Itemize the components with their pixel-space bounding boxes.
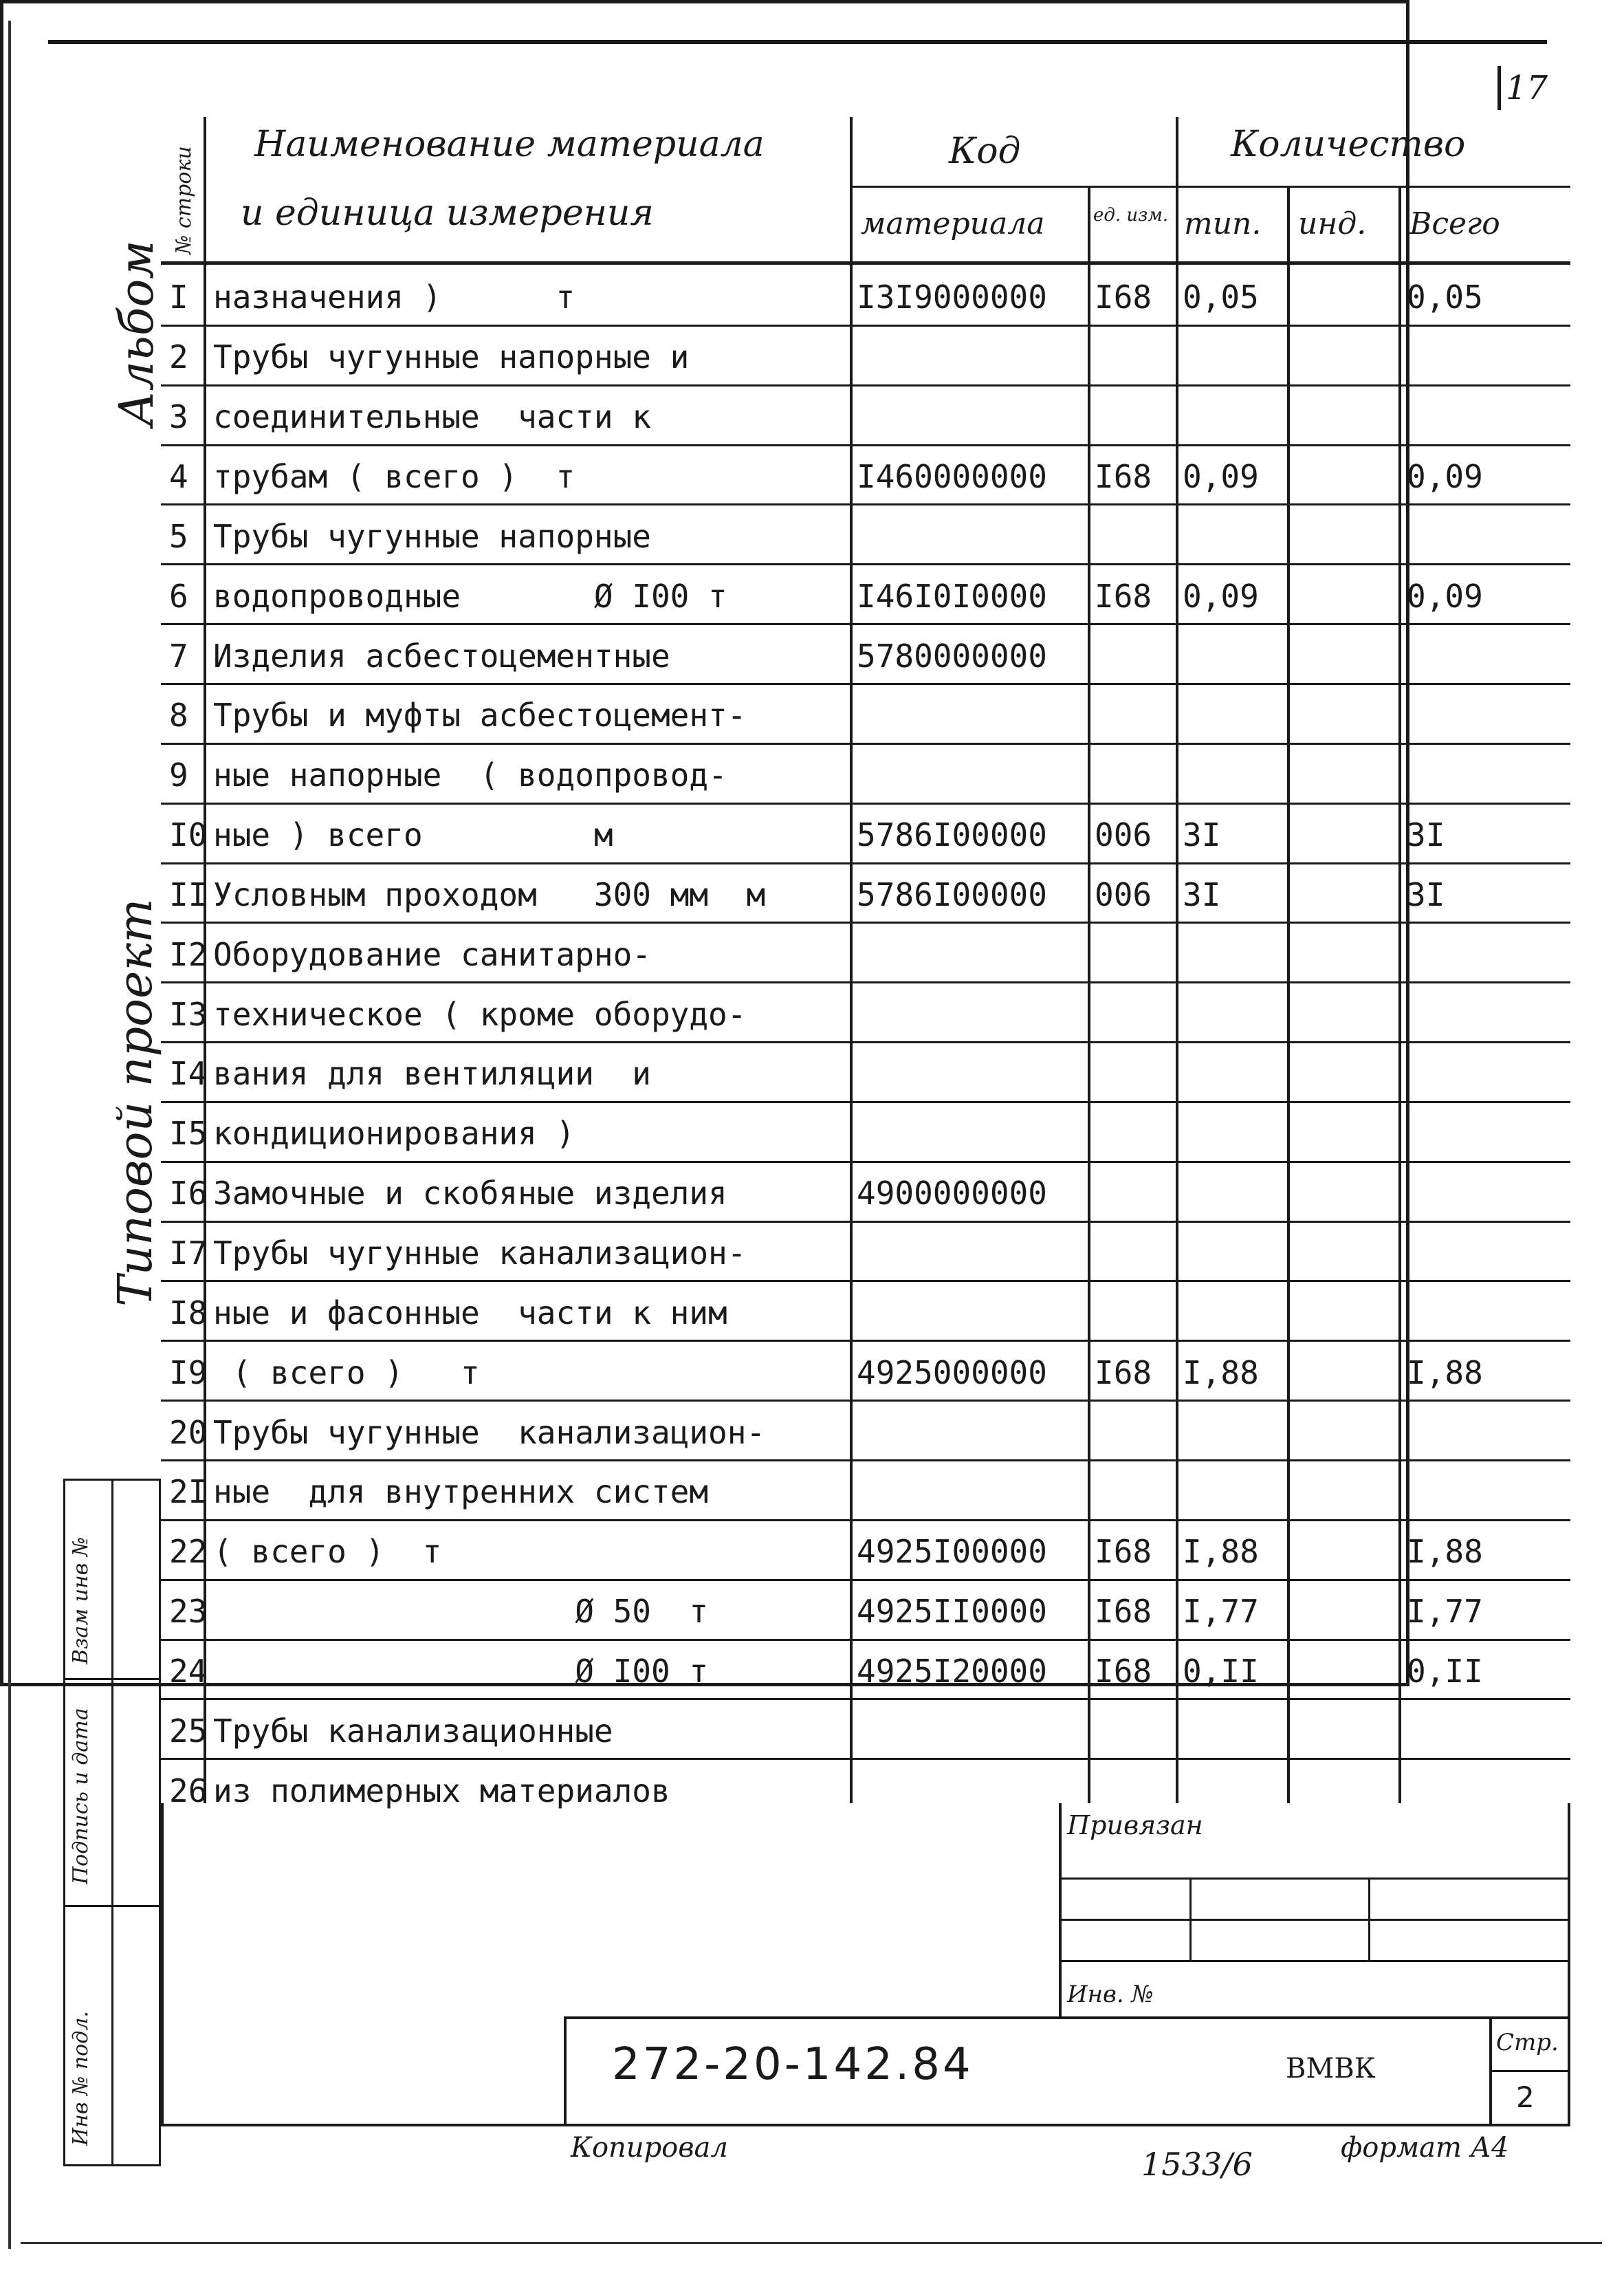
cell-unit: 006 <box>1095 875 1152 913</box>
cell-n: 20 <box>169 1413 208 1451</box>
top-rule <box>48 40 1547 44</box>
doc-code: 272-20-142.84 <box>612 2039 974 2090</box>
side-label-album: Альбом <box>110 240 164 426</box>
header-qty: Количество <box>1231 124 1466 165</box>
cell-code: 4925I20000 <box>857 1652 1047 1690</box>
row-divider <box>161 803 1570 805</box>
cell-name: ные и фасонные части к ним <box>213 1294 727 1331</box>
cell-n: I8 <box>169 1294 208 1331</box>
cell-name: Трубы чугунные канализацион- <box>213 1413 766 1451</box>
side-label-typical-project: Типовой проект <box>109 898 163 1307</box>
cell-total: 0,05 <box>1407 279 1483 316</box>
cell-name: вания для вентиляции и <box>213 1055 651 1093</box>
row-divider <box>161 325 1570 327</box>
row-divider <box>161 384 1570 387</box>
cell-n: 2I <box>169 1473 208 1511</box>
row-divider <box>161 1340 1570 1342</box>
cell-n: I3 <box>169 995 208 1033</box>
stamp-grid-h2 <box>1059 1919 1570 1921</box>
row-divider <box>161 1758 1570 1760</box>
row-divider <box>161 1280 1570 1282</box>
cell-name: Трубы чугунные канализацион- <box>213 1234 747 1272</box>
row-divider <box>161 1101 1570 1103</box>
cell-typ: 3I <box>1183 816 1221 854</box>
cell-unit: I68 <box>1095 1652 1152 1690</box>
row-divider <box>161 1579 1570 1581</box>
cell-n: 22 <box>169 1533 208 1571</box>
cell-code: 4925II0000 <box>857 1593 1047 1631</box>
cell-name: Ø I00 т <box>213 1652 709 1690</box>
cell-n: 7 <box>169 637 188 675</box>
header-qty-typ: тип. <box>1184 206 1262 241</box>
stamp-grid-v3 <box>1368 1877 1370 1960</box>
cell-name: ные для внутренних систем <box>213 1473 709 1511</box>
cell-n: 4 <box>169 457 188 495</box>
stamp-grid-v1 <box>1059 1803 1062 2016</box>
cell-name: кондиционирования ) <box>213 1115 575 1153</box>
cell-code: I3I9000000 <box>857 279 1047 316</box>
col-line-typ <box>1287 186 1290 1803</box>
row-divider <box>161 1221 1570 1223</box>
page-number-bar <box>1497 66 1501 110</box>
cell-n: II <box>169 875 208 913</box>
header-name-line1: Наименование материала <box>254 124 765 165</box>
row-divider <box>161 1639 1570 1641</box>
cell-unit: I68 <box>1095 1353 1152 1391</box>
row-divider <box>161 743 1570 745</box>
cell-n: 26 <box>169 1772 208 1809</box>
cell-name: ( всего ) т <box>213 1533 442 1571</box>
cell-n: 5 <box>169 517 188 555</box>
cell-name: Трубы канализационные <box>213 1712 613 1750</box>
cell-n: 2 <box>169 338 188 376</box>
cell-total: 0,II <box>1407 1652 1483 1690</box>
stamp-grid-v2 <box>1189 1877 1192 1960</box>
cell-code: 4925I00000 <box>857 1533 1047 1571</box>
row-divider <box>161 623 1570 625</box>
cell-n: I2 <box>169 935 208 973</box>
bottom-rule <box>21 2242 1602 2244</box>
cell-n: I <box>169 279 188 316</box>
cell-name: Замочные и скобяные изделия <box>213 1175 727 1212</box>
cell-code: 5786I00000 <box>857 875 1047 913</box>
stamp-bound: Привязан <box>1067 1810 1203 1840</box>
cell-total: I,77 <box>1407 1593 1483 1631</box>
cell-name: Условным проходом 300 мм м <box>213 875 766 913</box>
header-name-line2: и единица измерения <box>241 193 654 234</box>
cell-name: ( всего ) т <box>213 1353 480 1391</box>
page-number: 17 <box>1506 69 1548 107</box>
row-divider <box>161 862 1570 864</box>
row-divider <box>161 981 1570 983</box>
cell-unit: I68 <box>1095 457 1152 495</box>
cell-typ: 0,05 <box>1183 279 1259 316</box>
header-qty-ind: инд. <box>1298 206 1367 241</box>
col-line-ind <box>1398 186 1401 1803</box>
doc-type: ВМВК <box>1286 2053 1376 2084</box>
header-code: Код <box>949 131 1021 172</box>
cell-typ: 3I <box>1183 875 1221 913</box>
cell-name: ные напорные ( водопровод- <box>213 756 727 794</box>
header-split-line <box>850 186 1570 188</box>
cell-total: 3I <box>1407 875 1445 913</box>
stamp-grid-h1 <box>1059 1877 1570 1880</box>
row-divider <box>161 1041 1570 1043</box>
cell-typ: I,77 <box>1183 1593 1259 1631</box>
cell-name: Трубы чугунные напорные <box>213 517 651 555</box>
sheet-label: Стр. <box>1496 2029 1559 2056</box>
row-divider <box>161 922 1570 924</box>
header-code-material: материала <box>861 206 1045 241</box>
copied-label: Копировал <box>571 2132 728 2164</box>
cell-name: из полимерных материалов <box>213 1772 670 1809</box>
format-label: формат А4 <box>1341 2132 1509 2164</box>
sheet-number: 2 <box>1516 2080 1535 2114</box>
cell-n: 9 <box>169 756 188 794</box>
cell-name: назначения ) т <box>213 279 575 316</box>
side-vzam-inv: Взам инв № <box>69 1536 93 1664</box>
side-inv-orig: Инв № подл. <box>69 2011 93 2146</box>
cell-n: I4 <box>169 1055 208 1093</box>
cell-total: 0,09 <box>1407 457 1483 495</box>
row-divider <box>161 1519 1570 1521</box>
cell-typ: I,88 <box>1183 1353 1259 1391</box>
cell-name: Ø 50 т <box>213 1593 709 1631</box>
cell-total: 0,09 <box>1407 577 1483 615</box>
cell-total: I,88 <box>1407 1353 1483 1391</box>
row-divider <box>161 563 1570 565</box>
cell-n: 6 <box>169 577 188 615</box>
row-divider <box>161 1459 1570 1461</box>
cell-n: I6 <box>169 1175 208 1212</box>
cell-name: соединительные части к <box>213 398 651 436</box>
col-line-unit <box>1176 117 1178 1803</box>
cell-n: 25 <box>169 1712 208 1750</box>
cell-n: 23 <box>169 1593 208 1631</box>
cell-code: 5780000000 <box>857 637 1047 675</box>
header-bottom-line <box>161 261 1570 265</box>
row-divider <box>161 1400 1570 1402</box>
cell-n: I5 <box>169 1115 208 1153</box>
side-stamp-divider <box>111 1479 113 2166</box>
cell-unit: I68 <box>1095 1593 1152 1631</box>
cell-name: трубам ( всего ) т <box>213 457 575 495</box>
side-stamp-row2 <box>63 1905 161 1907</box>
cell-name: техническое ( кроме оборудо- <box>213 995 747 1033</box>
cell-n: I7 <box>169 1234 208 1272</box>
cell-typ: 0,II <box>1183 1652 1259 1690</box>
cell-name: водопроводные Ø I00 т <box>213 577 727 615</box>
row-divider <box>161 1161 1570 1163</box>
cell-name: Изделия асбестоцементные <box>213 637 670 675</box>
cell-n: 8 <box>169 697 188 734</box>
cell-n: 24 <box>169 1652 208 1690</box>
row-divider <box>161 444 1570 446</box>
cell-unit: I68 <box>1095 279 1152 316</box>
cell-typ: I,88 <box>1183 1533 1259 1571</box>
cell-unit: I68 <box>1095 577 1152 615</box>
side-sign-date: Подпись и дата <box>69 1708 93 1884</box>
row-divider <box>161 1698 1570 1700</box>
col-line-code <box>1088 186 1090 1803</box>
cell-name: ные ) всего м <box>213 816 613 854</box>
cell-total: I,88 <box>1407 1533 1483 1571</box>
stamp-inv-no: Инв. № <box>1067 1981 1154 2008</box>
header-qty-total: Всего <box>1409 206 1500 241</box>
stamp-grid-h3 <box>1059 1960 1570 1962</box>
cell-code: 4900000000 <box>857 1175 1047 1212</box>
side-stamp-row1 <box>63 1678 161 1680</box>
cell-unit: 006 <box>1095 816 1152 854</box>
row-divider <box>161 683 1570 685</box>
row-divider <box>161 503 1570 505</box>
cell-n: 3 <box>169 398 188 436</box>
col-line-name <box>850 117 853 1803</box>
page-left-border <box>8 21 11 2249</box>
cell-name: Трубы чугунные напорные и <box>213 338 690 376</box>
cell-unit: I68 <box>1095 1533 1152 1571</box>
cell-name: Трубы и муфты асбестоцемент- <box>213 697 747 734</box>
order-number: 1533/6 <box>1141 2146 1253 2183</box>
cell-total: 3I <box>1407 816 1445 854</box>
cell-code: 4925000000 <box>857 1353 1047 1391</box>
header-code-unit: ед. изм. <box>1093 205 1169 226</box>
cell-code: 5786I00000 <box>857 816 1047 854</box>
cell-typ: 0,09 <box>1183 457 1259 495</box>
cell-n: I9 <box>169 1353 208 1391</box>
cell-code: I460000000 <box>857 457 1047 495</box>
header-row-no: № строки <box>172 146 196 254</box>
cell-typ: 0,09 <box>1183 577 1259 615</box>
cell-n: I0 <box>169 816 208 854</box>
title-block-sheet-line <box>1489 2070 1570 2072</box>
cell-name: Оборудование санитарно- <box>213 935 651 973</box>
cell-code: I46I0I0000 <box>857 577 1047 615</box>
